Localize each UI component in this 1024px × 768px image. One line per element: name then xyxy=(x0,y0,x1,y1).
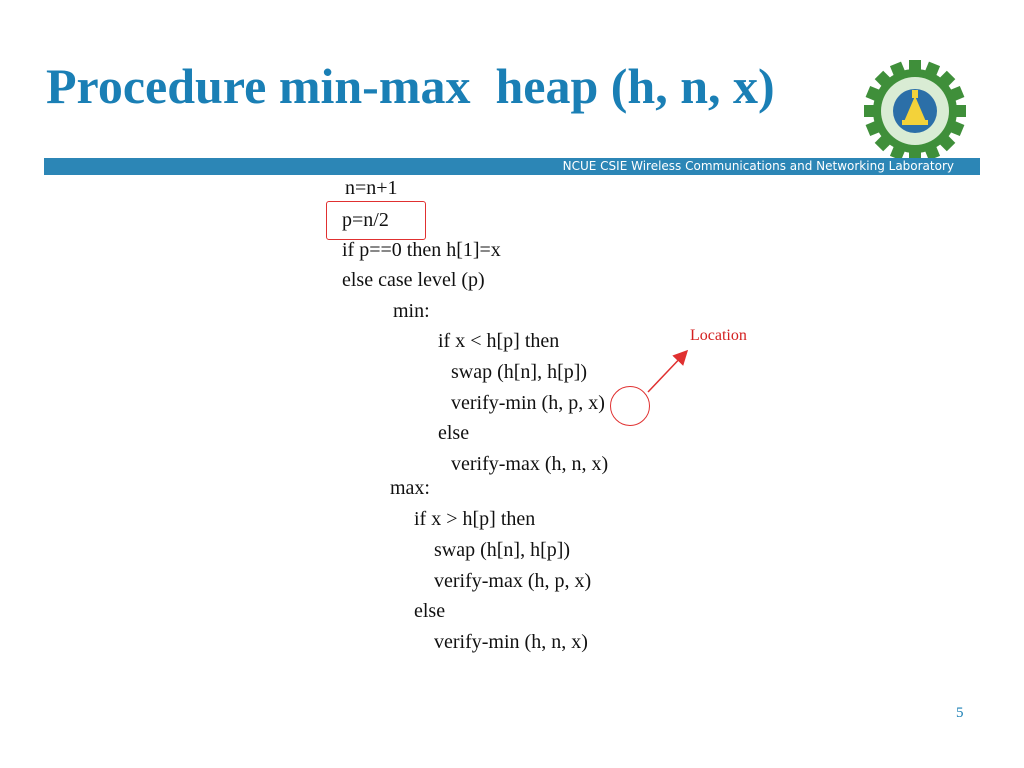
code-line: else xyxy=(414,600,446,622)
code-line: if x > h[p] then xyxy=(414,508,536,530)
code-line: verify-min (h, n, x) xyxy=(434,631,588,653)
code-line: swap (h[n], h[p]) xyxy=(451,361,588,383)
code-line: if x < h[p] then xyxy=(438,330,560,352)
code-line: verify-max (h, p, x) xyxy=(434,570,592,592)
page-number: 5 xyxy=(956,705,964,721)
code-line: verify-max (h, n, x) xyxy=(451,453,609,475)
slide-title: Procedure min-max heap (h, n, x) xyxy=(46,58,775,114)
university-seal-logo xyxy=(862,58,968,164)
code-line: n=n+1 xyxy=(345,177,398,199)
banner-text: NCUE CSIE Wireless Communications and Networking Laboratory xyxy=(562,159,954,173)
code-line: verify-min (h, p, x) xyxy=(451,392,605,414)
code-line: if p==0 then h[1]=x xyxy=(342,239,501,261)
highlight-circle xyxy=(610,386,650,426)
highlight-box xyxy=(326,201,426,240)
code-line: p=n/2 xyxy=(342,209,389,231)
code-line: else case level (p) xyxy=(342,269,485,291)
code-line: max: xyxy=(390,477,430,499)
header-banner xyxy=(44,158,980,175)
annotation-label: Location xyxy=(690,327,747,344)
code-line: else xyxy=(438,422,470,444)
code-line: min: xyxy=(393,300,430,322)
code-line: swap (h[n], h[p]) xyxy=(434,539,571,561)
